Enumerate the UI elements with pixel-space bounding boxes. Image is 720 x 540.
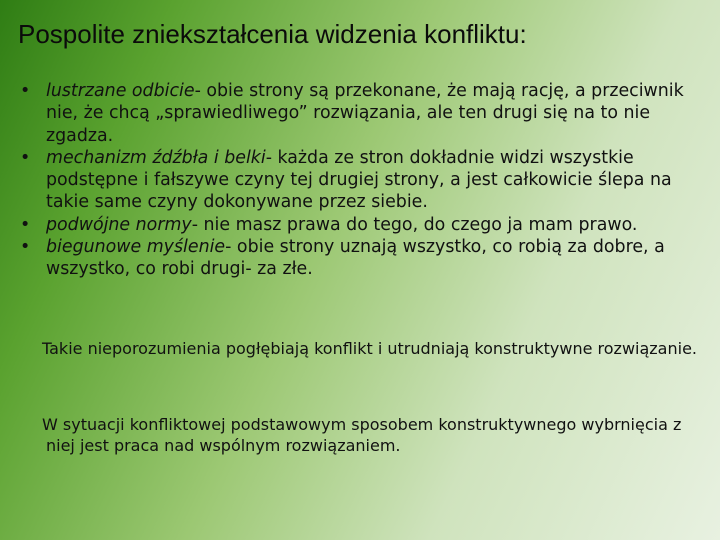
list-item bbox=[20, 147, 710, 214]
definition: - nie masz prawa do tego, do czego ja mam prawo. bbox=[191, 214, 638, 235]
term: biegunowe myślenie bbox=[46, 237, 226, 258]
definition: - obie strony uznają wszystko, co robią za dobre, a wszystko, co robi drugi- za złe. bbox=[46, 237, 665, 280]
list-item bbox=[20, 80, 710, 147]
term: mechanizm źdźbła i belki bbox=[46, 147, 266, 168]
bullet-icon: • bbox=[20, 237, 31, 258]
bullet-list bbox=[20, 80, 710, 281]
bullet-icon: • bbox=[20, 81, 31, 101]
list-item bbox=[20, 236, 710, 281]
definition: - każda ze stron dokładnie widzi wszystkie podstępne i fałszywe czyny tej drugiej strony, a jest całkowicie ślepa na takie same czyny dokonywane przez siebie. bbox=[46, 147, 672, 213]
bullet-icon: • bbox=[20, 214, 31, 235]
conclusion-paragraph: W sytuacji konfliktowej podstawowym sposobem konstruktywnego wybrnięcia z niej jest praca nad wspólnym rozwiązaniem. bbox=[42, 415, 682, 455]
bullet-icon: • bbox=[20, 147, 31, 168]
list-item bbox=[20, 214, 710, 236]
slide-title: Pospolite zniekształcenia widzenia konfliktu: bbox=[18, 19, 527, 49]
definition: - obie strony są przekonane, że mają rację, a przeciwnik nie, że chcą „sprawiedliwego” rozwiązania, ale ten drugi się na to nie zgadza. bbox=[46, 81, 684, 146]
summary-paragraph: Takie nieporozumienia pogłębiają konflikt i utrudniają konstruktywne rozwiązanie. bbox=[42, 339, 697, 358]
term: podwójne normy bbox=[46, 214, 192, 235]
term: lustrzane odbicie bbox=[46, 81, 195, 101]
